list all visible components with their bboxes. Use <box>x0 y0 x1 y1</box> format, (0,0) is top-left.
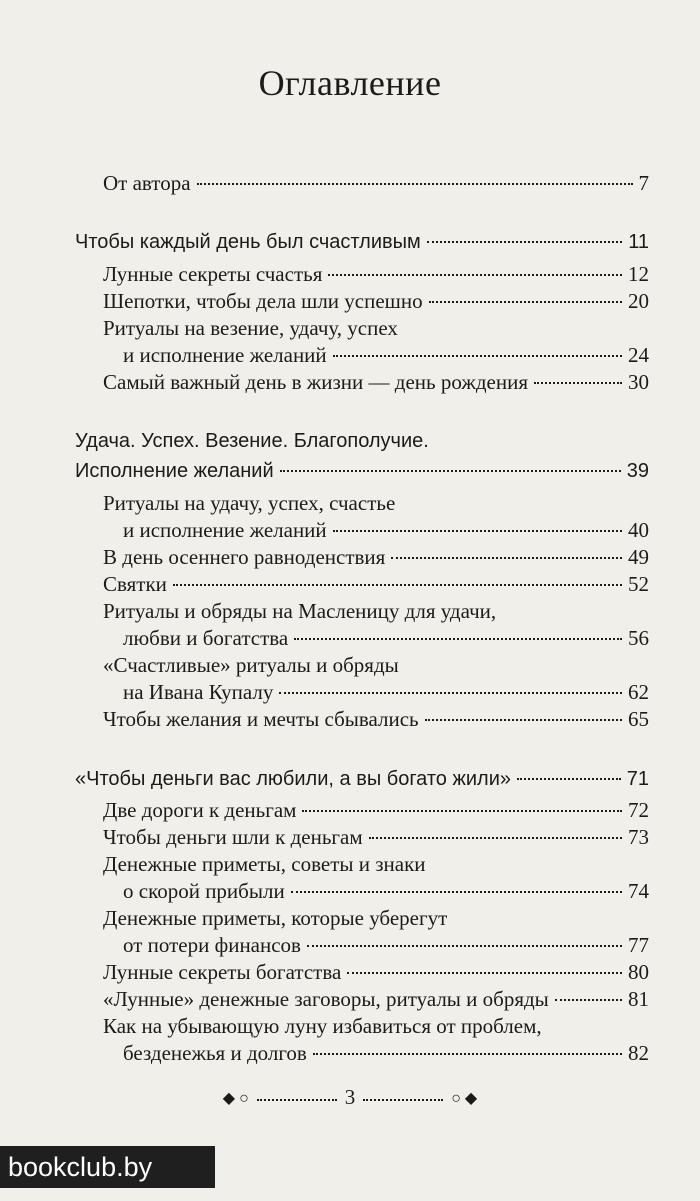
toc-entry-line <box>103 905 649 931</box>
toc-entry-title: Чтобы деньги шли к деньгам <box>103 825 363 849</box>
toc-entry-line <box>103 652 649 678</box>
dot-leader <box>173 584 622 586</box>
dot-leader <box>425 719 622 721</box>
watermark-logo: bookclub.by <box>0 1146 215 1188</box>
toc-entry-line <box>103 490 649 516</box>
dot-leader <box>313 1053 622 1055</box>
toc-entry-title: Чтобы каждый день был счастливым <box>75 231 421 253</box>
toc-entry-title: о скорой прибыли <box>123 879 285 903</box>
toc-section-heading <box>75 229 649 255</box>
toc-entry <box>103 369 649 395</box>
toc-entry-title: Удача. Успех. Везение. Благополучие. <box>75 430 429 452</box>
toc-entry-title: «Лунные» денежные заговоры, ритуалы и обряды <box>103 987 549 1011</box>
toc-section-heading-line <box>75 428 649 454</box>
toc-entry-page: 40 <box>628 518 649 542</box>
dot-leader <box>307 945 622 947</box>
toc-entry-title: Ритуалы и обряды на Масленицу для удачи, <box>103 599 497 623</box>
toc-entry-title: От автора <box>103 171 191 195</box>
toc-entry-title: Как на убывающую луну избавиться от проблем, <box>103 1014 542 1038</box>
dot-leader <box>333 355 622 357</box>
toc-entry-page: 49 <box>628 545 649 569</box>
dot-leader <box>291 891 622 893</box>
toc-section-heading <box>75 458 649 484</box>
toc-entry <box>103 288 649 314</box>
toc-entry-page: 12 <box>628 262 649 286</box>
toc-entry-title: Шепотки, чтобы дела шли успешно <box>103 289 423 313</box>
toc-entry <box>103 544 649 570</box>
toc-entry-title: Две дороги к деньгам <box>103 798 297 822</box>
toc-entry-title: «Чтобы деньги вас любили, а вы богато жили» <box>75 768 511 790</box>
toc-entry-page: 72 <box>628 798 649 822</box>
dot-leader <box>517 778 621 780</box>
dot-leader <box>328 274 622 276</box>
footer-dotted-rule <box>257 1099 337 1101</box>
toc-entry <box>103 824 649 850</box>
toc-entry-page: 20 <box>628 289 649 313</box>
toc-entry <box>123 625 649 651</box>
toc-entry <box>123 878 649 904</box>
toc-entry-title: на Ивана Купалу <box>123 680 274 704</box>
dot-leader <box>333 530 622 532</box>
toc-entry-title: Ритуалы на удачу, успех, счастье <box>103 491 396 515</box>
dot-leader <box>294 638 622 640</box>
dot-leader <box>280 470 621 472</box>
dot-leader <box>302 810 622 812</box>
toc-entry-page: 77 <box>628 933 649 957</box>
toc-entry-title: «Счастливые» ритуалы и обряды <box>103 653 399 677</box>
page-title: Оглавление <box>258 63 442 103</box>
toc-entry-title: от потери финансов <box>123 933 301 957</box>
toc-entry-page: 39 <box>626 460 649 482</box>
toc-entry-page: 62 <box>628 680 649 704</box>
toc-entry <box>103 986 649 1012</box>
toc-entry-line <box>103 851 649 877</box>
toc-entry <box>103 706 649 732</box>
ornament-right-icon: ○ ◆ <box>451 1089 478 1107</box>
toc-entry-page: 56 <box>628 626 649 650</box>
ornament-left-icon: ◆ ○ <box>222 1089 249 1107</box>
toc-entry-page: 30 <box>628 370 649 394</box>
toc-entry-line <box>103 1013 649 1039</box>
toc-entry-page: 81 <box>628 987 649 1011</box>
toc-entry-line <box>103 598 649 624</box>
toc-entry-page: 7 <box>638 171 649 195</box>
dot-leader <box>429 301 622 303</box>
toc-entry <box>103 959 649 985</box>
toc-entry <box>103 170 649 196</box>
toc-entry-page: 82 <box>628 1041 649 1065</box>
footer-dotted-rule <box>363 1099 443 1101</box>
page-number: 3 <box>344 1085 356 1109</box>
toc-entry-title: любви и богатства <box>123 626 289 650</box>
toc-entry-title: В день осеннего равноденствия <box>103 545 386 569</box>
toc-entry <box>103 571 649 597</box>
toc-entry-page: 52 <box>628 572 649 596</box>
dot-leader <box>279 692 622 694</box>
toc-entry-page: 24 <box>628 343 649 367</box>
toc-entry-title: Самый важный день в жизни — день рождения <box>103 370 528 394</box>
toc-entry-title: Ритуалы на везение, удачу, успех <box>103 316 398 340</box>
toc-entry-title: Лунные секреты счастья <box>103 262 323 286</box>
toc-entry-title: Святки <box>103 572 167 596</box>
toc-entry <box>103 797 649 823</box>
toc-entry <box>103 261 649 287</box>
dot-leader <box>197 183 633 185</box>
page-footer <box>0 1085 700 1110</box>
toc-entry-page: 80 <box>628 960 649 984</box>
dot-leader <box>555 999 622 1001</box>
dot-leader <box>347 972 622 974</box>
toc-entry-title: и исполнение желаний <box>123 343 327 367</box>
toc-entry <box>123 342 649 368</box>
dot-leader <box>534 382 622 384</box>
toc-entry <box>123 517 649 543</box>
dot-leader <box>427 241 622 243</box>
toc-entry <box>123 932 649 958</box>
toc-section-heading <box>75 766 649 792</box>
toc-entry-title: и исполнение желаний <box>123 518 327 542</box>
toc-entry-title: Чтобы желания и мечты сбывались <box>103 707 419 731</box>
toc-entry <box>123 1040 649 1066</box>
toc-entry-page: 71 <box>626 768 649 790</box>
dot-leader <box>391 557 622 559</box>
toc-entry-page: 11 <box>628 231 649 253</box>
dot-leader <box>369 837 622 839</box>
toc-entry-title: безденежья и долгов <box>123 1041 307 1065</box>
toc-entry-page: 74 <box>628 879 649 903</box>
toc-entry-title: Исполнение желаний <box>75 460 274 482</box>
toc-entry-title: Денежные приметы, которые уберегут <box>103 906 448 930</box>
toc-entry-line <box>103 315 649 341</box>
toc-entry-page: 65 <box>628 707 649 731</box>
toc-entry <box>123 679 649 705</box>
toc-entry-title: Лунные секреты богатства <box>103 960 342 984</box>
toc-entry-title: Денежные приметы, советы и знаки <box>103 852 426 876</box>
toc-entry-page: 73 <box>628 825 649 849</box>
